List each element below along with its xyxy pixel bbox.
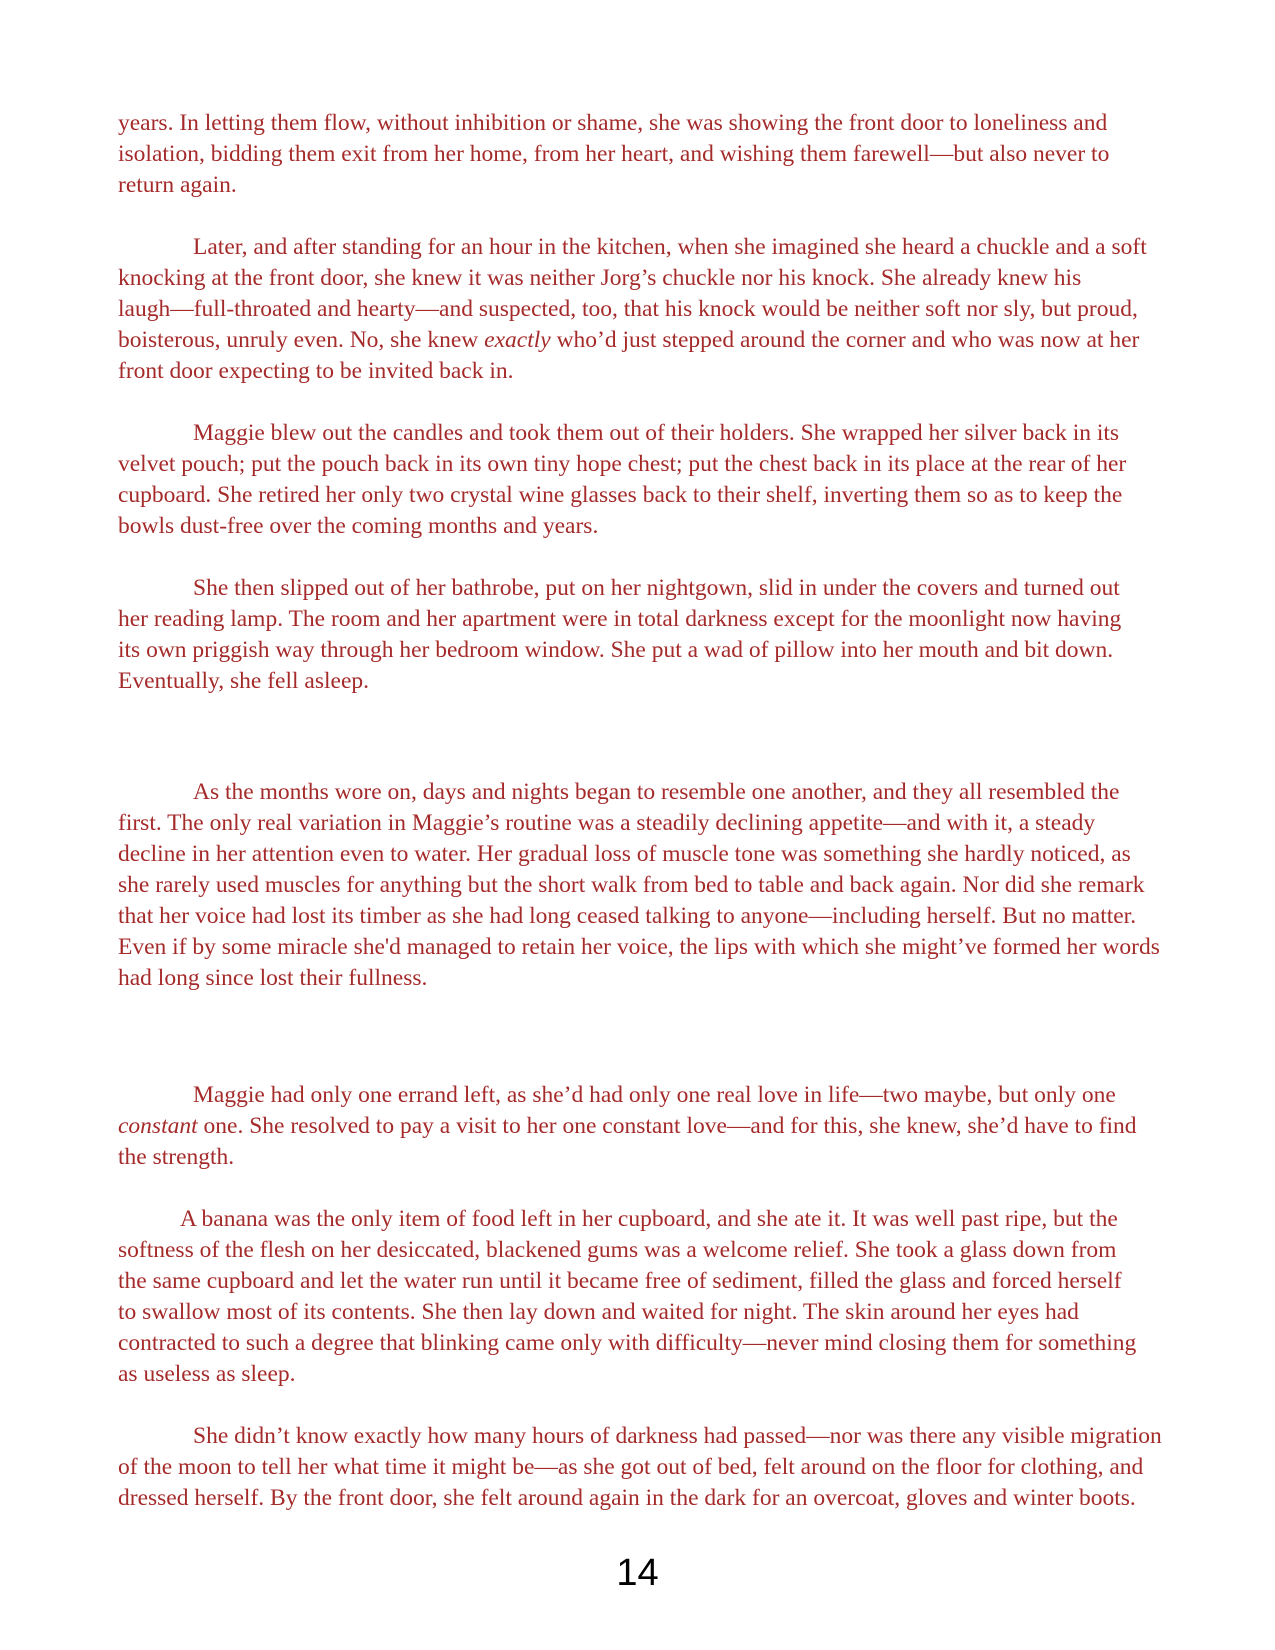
paragraph-3 xyxy=(118,418,1193,542)
text-line: as useless as sleep. xyxy=(118,1361,296,1387)
paragraph-4 xyxy=(118,573,1193,697)
paragraph-8 xyxy=(118,1421,1193,1514)
text-segment: boisterous, unruly even. No, she knew xyxy=(118,327,485,353)
text-line xyxy=(118,325,1193,356)
text-line: A banana was the only item of food left in her cupboard, and she ate it. It was well past ripe, but the xyxy=(180,1206,1118,1232)
text-line: her reading lamp. The room and her apartment were in total darkness except for the moonlight now having xyxy=(118,606,1122,632)
text-line: softness of the flesh on her desiccated, blackened gums was a welcome relief. She took a glass down from xyxy=(118,1237,1117,1263)
text-line: she rarely used muscles for anything but the short walk from bed to table and back again. Nor did she remark xyxy=(118,872,1145,898)
text-line: bowls dust-free over the coming months and years. xyxy=(118,513,599,539)
text-line: cupboard. She retired her only two crystal wine glasses back to their shelf, inverting them so as to keep the xyxy=(118,482,1123,508)
text-line: the strength. xyxy=(118,1144,235,1170)
text-segment: who’d just stepped around the corner and who was now at her xyxy=(550,327,1140,353)
text-line: isolation, bidding them exit from her home, from her heart, and wishing them farewell—but also never to xyxy=(118,141,1110,167)
text-line: contracted to such a degree that blinking came only with difficulty—never mind closing them for something xyxy=(118,1330,1137,1356)
paragraph-5 xyxy=(118,777,1193,994)
text-line: of the moon to tell her what time it might be—as she got out of bed, felt around on the floor for clothing, and xyxy=(118,1454,1144,1480)
paragraph-6 xyxy=(118,1080,1193,1173)
text-line: Eventually, she fell asleep. xyxy=(118,668,370,694)
page-number: 14 xyxy=(616,1552,659,1594)
text-line: first. The only real variation in Maggie’s routine was a steadily declining appetite—and with it, a steady xyxy=(118,810,1096,836)
text-line: that her voice had lost its timber as she had long ceased talking to anyone—including herself. But no matter. xyxy=(118,903,1137,929)
section-gap xyxy=(118,697,1193,777)
emphasis-text: constant xyxy=(118,1113,198,1139)
text-line: knocking at the front door, she knew it was neither Jorg’s chuckle nor his knock. She already knew his xyxy=(118,265,1082,291)
page-body xyxy=(118,108,1193,1514)
text-line: had long since lost their fullness. xyxy=(118,965,428,991)
section-gap xyxy=(118,994,1193,1080)
paragraph-gap xyxy=(118,1173,1193,1204)
text-line: decline in her attention even to water. Her gradual loss of muscle tone was something she hardly noticed, as xyxy=(118,841,1131,867)
text-line: She then slipped out of her bathrobe, put on her nightgown, slid in under the covers and turned out xyxy=(193,575,1120,601)
paragraph-gap xyxy=(118,1390,1193,1421)
text-line: the same cupboard and let the water run until it became free of sediment, filled the glass and forced herself xyxy=(118,1268,1122,1294)
paragraph-gap xyxy=(118,201,1193,232)
paragraph-7 xyxy=(118,1204,1193,1390)
text-line: Later, and after standing for an hour in the kitchen, when she imagined she heard a chuckle and a soft xyxy=(193,234,1147,260)
text-line: velvet pouch; put the pouch back in its own tiny hope chest; put the chest back in its place at the rear of her xyxy=(118,451,1127,477)
paragraph-gap xyxy=(118,387,1193,418)
text-line: Maggie blew out the candles and took them out of their holders. She wrapped her silver back in its xyxy=(193,420,1120,446)
paragraph-2 xyxy=(118,232,1193,387)
text-line: return again. xyxy=(118,172,237,198)
text-line: Even if by some miracle she'd managed to retain her voice, the lips with which she might’ve formed her words xyxy=(118,934,1160,960)
text-line: dressed herself. By the front door, she felt around again in the dark for an overcoat, gloves and winter boots. xyxy=(118,1485,1136,1511)
paragraph-1 xyxy=(118,108,1193,201)
paragraph-gap xyxy=(118,542,1193,573)
emphasis-text: exactly xyxy=(484,327,551,353)
text-line: to swallow most of its contents. She then lay down and waited for night. The skin around her eyes had xyxy=(118,1299,1079,1325)
text-segment: one. She resolved to pay a visit to her one constant love—and for this, she knew, she’d have to find xyxy=(197,1113,1137,1139)
text-line: She didn’t know exactly how many hours of darkness had passed—nor was there any visible migration xyxy=(193,1423,1162,1449)
text-line: laugh—full-throated and hearty—and suspected, too, that his knock would be neither soft nor sly, but proud, xyxy=(118,296,1138,322)
text-line xyxy=(118,1111,1193,1142)
text-line: As the months wore on, days and nights began to resemble one another, and they all resembled the xyxy=(193,779,1120,805)
text-line: front door expecting to be invited back in. xyxy=(118,358,514,384)
text-line: Maggie had only one errand left, as she’d had only one real love in life—two maybe, but only one xyxy=(193,1082,1116,1108)
text-line: its own priggish way through her bedroom window. She put a wad of pillow into her mouth and bit down. xyxy=(118,637,1114,663)
text-line: years. In letting them flow, without inhibition or shame, she was showing the front door to loneliness and xyxy=(118,110,1108,136)
